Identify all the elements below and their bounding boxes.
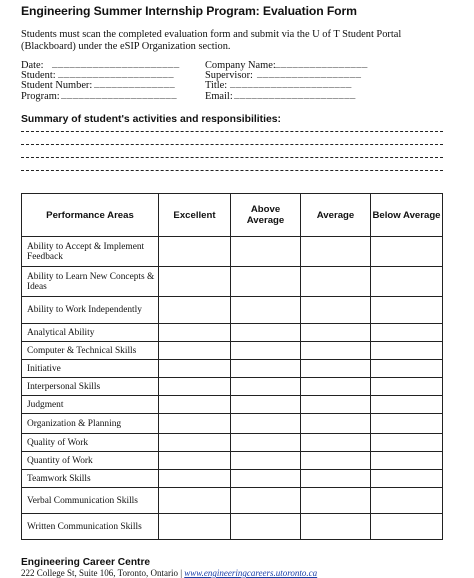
title-label: Title:	[205, 80, 228, 91]
rating-cell-average[interactable]	[301, 342, 371, 360]
rating-cell-below-average[interactable]	[371, 297, 443, 324]
header-excellent: Excellent	[159, 194, 231, 237]
table-row	[22, 297, 443, 324]
rating-cell-above-average[interactable]	[231, 297, 301, 324]
summary-line-4[interactable]	[21, 170, 443, 171]
rating-cell-below-average[interactable]	[371, 396, 443, 414]
rating-cell-average[interactable]	[301, 514, 371, 540]
rating-cell-below-average[interactable]	[371, 378, 443, 396]
rating-cell-excellent[interactable]	[159, 342, 231, 360]
rating-cell-below-average[interactable]	[371, 237, 443, 267]
date-label: Date:	[21, 60, 44, 71]
rating-cell-below-average[interactable]	[371, 342, 443, 360]
table-row	[22, 267, 443, 297]
rating-cell-excellent[interactable]	[159, 414, 231, 434]
supervisor-blank[interactable]: __________________	[257, 70, 362, 80]
rating-cell-excellent[interactable]	[159, 237, 231, 267]
rating-cell-above-average[interactable]	[231, 378, 301, 396]
rating-cell-above-average[interactable]	[231, 267, 301, 297]
table-row	[22, 488, 443, 514]
title-field[interactable]	[205, 80, 445, 91]
rating-cell-excellent[interactable]	[159, 488, 231, 514]
student-label: Student:	[21, 70, 56, 81]
rating-cell-below-average[interactable]	[371, 360, 443, 378]
footer-organization: Engineering Career Centre	[21, 557, 151, 568]
rating-cell-average[interactable]	[301, 488, 371, 514]
rating-cell-excellent[interactable]	[159, 434, 231, 452]
rating-cell-excellent[interactable]	[159, 470, 231, 488]
rating-cell-excellent[interactable]	[159, 396, 231, 414]
rating-cell-above-average[interactable]	[231, 360, 301, 378]
performance-area-label: Analytical Ability	[22, 324, 159, 342]
evaluation-table	[21, 193, 443, 540]
rating-cell-average[interactable]	[301, 378, 371, 396]
student-number-field[interactable]	[21, 80, 211, 91]
rating-cell-below-average[interactable]	[371, 434, 443, 452]
performance-area-label: Initiative	[22, 360, 159, 378]
form-instructions: Students must scan the completed evaluation form and submit via the U of T Student Portal (Blackboard) under the eSIP Organization section.	[21, 29, 402, 52]
header-performance-areas: Performance Areas	[22, 194, 159, 237]
rating-cell-average[interactable]	[301, 452, 371, 470]
rating-cell-above-average[interactable]	[231, 514, 301, 540]
table-row	[22, 470, 443, 488]
rating-cell-average[interactable]	[301, 297, 371, 324]
email-label: Email:	[205, 91, 233, 102]
title-blank[interactable]: _____________________	[230, 80, 352, 90]
table-row	[22, 324, 443, 342]
rating-cell-excellent[interactable]	[159, 324, 231, 342]
rating-cell-below-average[interactable]	[371, 452, 443, 470]
performance-area-label: Ability to Accept & Implement Feedback	[22, 237, 159, 267]
rating-cell-above-average[interactable]	[231, 470, 301, 488]
rating-cell-excellent[interactable]	[159, 378, 231, 396]
rating-cell-below-average[interactable]	[371, 470, 443, 488]
rating-cell-average[interactable]	[301, 267, 371, 297]
rating-cell-average[interactable]	[301, 324, 371, 342]
summary-line-2[interactable]	[21, 144, 443, 145]
summary-heading: Summary of student's activities and responsibilities:	[21, 114, 281, 125]
table-row	[22, 396, 443, 414]
rating-cell-above-average[interactable]	[231, 342, 301, 360]
rating-cell-above-average[interactable]	[231, 237, 301, 267]
performance-area-label: Interpersonal Skills	[22, 378, 159, 396]
date-blank[interactable]: ______________________	[52, 60, 180, 70]
performance-area-label: Quantity of Work	[22, 452, 159, 470]
rating-cell-average[interactable]	[301, 396, 371, 414]
rating-cell-average[interactable]	[301, 360, 371, 378]
header-above-average: Above Average	[231, 194, 301, 237]
table-row	[22, 434, 443, 452]
rating-cell-excellent[interactable]	[159, 514, 231, 540]
table-body	[22, 237, 443, 540]
table-row	[22, 237, 443, 267]
company-name-blank[interactable]: ________________	[275, 60, 368, 70]
summary-line-3[interactable]	[21, 157, 443, 158]
performance-area-label: Ability to Work Independently	[22, 297, 159, 324]
email-field[interactable]	[205, 91, 445, 102]
rating-cell-above-average[interactable]	[231, 414, 301, 434]
rating-cell-above-average[interactable]	[231, 324, 301, 342]
rating-cell-below-average[interactable]	[371, 267, 443, 297]
table-row	[22, 378, 443, 396]
performance-area-label: Verbal Communication Skills	[22, 488, 159, 514]
program-field[interactable]	[21, 91, 211, 102]
rating-cell-average[interactable]	[301, 414, 371, 434]
rating-cell-average[interactable]	[301, 470, 371, 488]
rating-cell-above-average[interactable]	[231, 434, 301, 452]
performance-area-label: Teamwork Skills	[22, 470, 159, 488]
rating-cell-below-average[interactable]	[371, 488, 443, 514]
table-row	[22, 342, 443, 360]
performance-area-label: Quality of Work	[22, 434, 159, 452]
student-blank[interactable]: ____________________	[58, 70, 175, 80]
table-header-row	[22, 194, 443, 237]
footer-address: 222 College St, Suite 106, Toronto, Ontario |	[21, 568, 185, 578]
rating-cell-above-average[interactable]	[231, 452, 301, 470]
table-row	[22, 414, 443, 434]
form-title: Engineering Summer Internship Program: Evaluation Form	[21, 4, 357, 18]
email-blank[interactable]: _____________________	[234, 91, 356, 101]
summary-line-1[interactable]	[21, 131, 443, 132]
rating-cell-excellent[interactable]	[159, 297, 231, 324]
rating-cell-average[interactable]	[301, 434, 371, 452]
program-blank[interactable]: ____________________	[61, 91, 178, 101]
student-number-label: Student Number:	[21, 80, 93, 91]
performance-area-label: Written Communication Skills	[22, 514, 159, 540]
footer-website-link[interactable]: www.engineeringcareers.utoronto.ca	[184, 568, 318, 578]
footer-address-line	[21, 568, 317, 578]
performance-area-label: Judgment	[22, 396, 159, 414]
supervisor-label: Supervisor:	[205, 70, 253, 81]
program-label: Program:	[21, 91, 60, 102]
header-average: Average	[301, 194, 371, 237]
company-name-label: Company Name:	[205, 60, 276, 71]
performance-area-label: Computer & Technical Skills	[22, 342, 159, 360]
rating-cell-excellent[interactable]	[159, 360, 231, 378]
header-below-average: Below Average	[371, 194, 443, 237]
rating-cell-above-average[interactable]	[231, 396, 301, 414]
performance-area-label: Organization & Planning	[22, 414, 159, 434]
rating-cell-below-average[interactable]	[371, 514, 443, 540]
rating-cell-below-average[interactable]	[371, 414, 443, 434]
rating-cell-excellent[interactable]	[159, 267, 231, 297]
rating-cell-average[interactable]	[301, 237, 371, 267]
table-row	[22, 360, 443, 378]
table-row	[22, 514, 443, 540]
performance-area-label: Ability to Learn New Concepts & Ideas	[22, 267, 159, 297]
table-row	[22, 452, 443, 470]
student-number-blank[interactable]: ______________	[94, 80, 176, 90]
rating-cell-above-average[interactable]	[231, 488, 301, 514]
rating-cell-below-average[interactable]	[371, 324, 443, 342]
rating-cell-excellent[interactable]	[159, 452, 231, 470]
